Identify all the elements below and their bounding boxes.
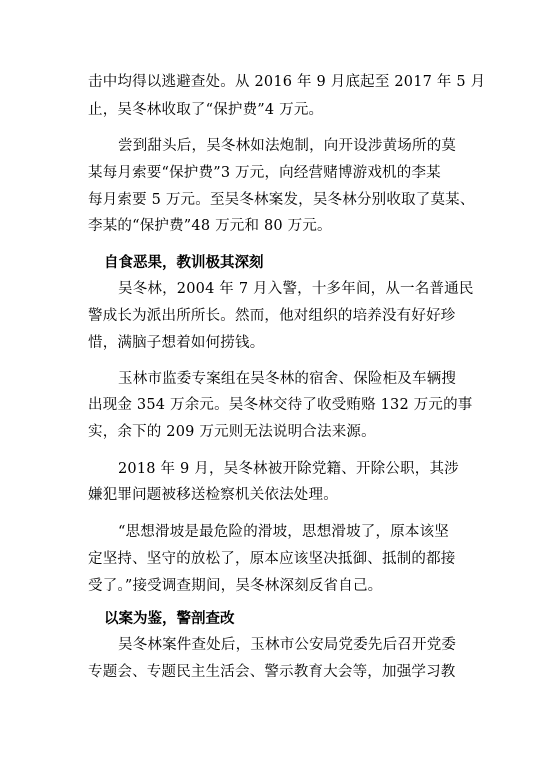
- paragraph-line: 每月索要 5 万元。至吴冬林案发，吴冬林分别收取了莫某、: [88, 192, 475, 208]
- paragraph-line: 惜，满脑子想着如何捞钱。: [88, 335, 265, 351]
- paragraph-line: 嫌犯罪问题被移送检察机关依法处理。: [88, 487, 338, 503]
- section-heading: 自食恶果，教训极其深刻: [104, 255, 264, 271]
- paragraph-line: 李某的“保护费”48 万元和 80 万元。: [88, 218, 332, 234]
- paragraph-line: 吴冬林，2004 年 7 月入警，十多年间，从一名普通民: [118, 281, 474, 297]
- paragraph-line: 2018 年 9 月，吴冬林被开除党籍、开除公职，其涉: [118, 461, 459, 477]
- paragraph-line: 警成长为派出所所长。然而，他对组织的培养没有好好珍: [88, 308, 456, 324]
- paragraph-line: 玉林市监委专案组在吴冬林的宿舍、保险柜及车辆搜: [118, 371, 457, 387]
- paragraph-line: 定坚持、坚守的放松了，原本应该坚决抵御、抵制的都接: [88, 551, 456, 567]
- paragraph-line: 击中均得以逃避查处。从 2016 年 9 月底起至 2017 年 5 月: [88, 74, 486, 90]
- paragraph-line: 实，余下的 209 万元则无法说明合法来源。: [88, 424, 376, 440]
- paragraph-line: 尝到甜头后，吴冬林如法炮制，向开设涉黄场所的莫: [118, 138, 457, 154]
- paragraph-line: 吴冬林案件查处后，玉林市公安局党委先后召开党委: [118, 637, 457, 653]
- paragraph-line: 止，吴冬林收取了“保护费”4 万元。: [88, 102, 324, 118]
- paragraph-line: 出现金 354 万余元。吴冬林交待了收受贿赂 132 万元的事: [88, 397, 473, 413]
- paragraph-line: 受了。”接受调查期间，吴冬林深刻反省自己。: [88, 578, 383, 594]
- paragraph-line: “思想滑坡是最危险的滑坡，思想滑坡了，原本该坚: [118, 524, 450, 540]
- section-heading: 以案为鉴，警剖查改: [104, 611, 235, 627]
- paragraph-line: 专题会、专题民主生活会、警示教育大会等，加强学习教: [88, 664, 456, 680]
- paragraph-line: 某每月索要“保护费”3 万元，向经营赌博游戏机的李某: [88, 165, 441, 181]
